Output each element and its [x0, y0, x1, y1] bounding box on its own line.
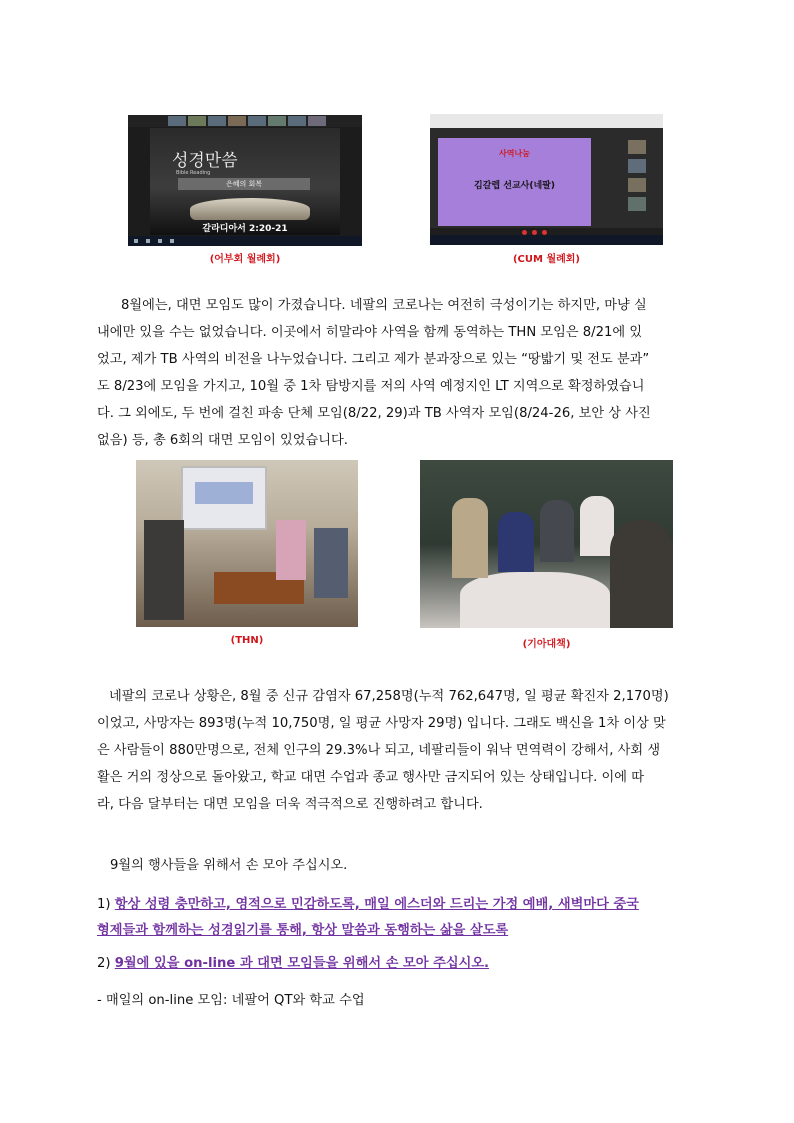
open-bible-image: [190, 198, 310, 220]
slide-heading: 사역나눔: [499, 149, 530, 158]
caption-cum: (CUM 월례회): [512, 254, 580, 265]
paragraph-line: 8월에는, 대면 모임도 많이 가졌습니다. 네팔의 코로나는 여전히 극성이기는 하지만, 마냥 실: [121, 298, 647, 313]
caption-prayer: (기아대책): [522, 639, 571, 650]
slide-speaker: 김갈렙 선교사(네팔): [474, 181, 555, 191]
participant-strip: [128, 115, 362, 127]
prayer-item-1-text-cont: 형제들과 함께하는 성경읽기를 통해, 항상 말씀과 동행하는 삶을 살도록: [97, 923, 509, 938]
caption-uboohoe: (어부회 월례회): [209, 254, 281, 265]
paragraph-line: 네팔의 코로나 상황은, 8월 중 신규 감염자 67,258명(누적 762,647명, 일 평균 확진자 2,170명): [109, 689, 669, 704]
cum-meeting-screenshot: [430, 114, 663, 245]
prayer-item-2-text: 9월에 있을 on-line 과 대면 모임들을 위해서 손 모아 주십시오.: [114, 956, 490, 971]
participant-video-2: [628, 159, 646, 173]
slide-subtitle: Bible Reading: [176, 170, 211, 176]
slide-verse: 갈라디아서 2:20-21: [202, 224, 288, 234]
prayer-item-1-number: 1): [97, 897, 111, 912]
table-top: [460, 572, 610, 628]
paragraph-line: 내에만 있을 수는 없었습니다. 이곳에서 히말라야 사역을 함께 동역하는 THN 모임은 8/21에 있: [97, 325, 643, 340]
browser-bar: [430, 114, 663, 128]
meeting-slide: [438, 138, 591, 226]
participant-video-4: [628, 197, 646, 211]
participant-video-1: [628, 140, 646, 154]
paragraph-line: 었고, 제가 TB 사역의 비전을 나누었습니다. 그리고 제가 분과장으로 있는 “땅밟기 및 전도 분과”: [97, 352, 650, 367]
prayer-item-1: [97, 892, 697, 944]
prayer-item-1-text: 항상 성령 충만하고, 영적으로 민감하도록, 매일 에스더와 드리는 가정 예배, 새벽마다 중국: [114, 897, 639, 912]
prayer-intro: 9월의 행사들을 위해서 손 모아 주십시오.: [110, 858, 348, 873]
participant-video-3: [628, 178, 646, 192]
projector-screen: [181, 466, 267, 530]
paragraph-august-meetings: [97, 292, 697, 454]
bible-slide: [150, 128, 340, 235]
bullet-online-meetings: - 매일의 on-line 모임: 네팔어 QT와 학교 수업: [97, 993, 365, 1008]
taskbar: [128, 236, 362, 246]
zoom-meeting-screenshot: [128, 115, 362, 246]
paragraph-line: 도 8/23에 모임을 가지고, 10월 중 1차 탐방지를 저의 사역 예정지인 LT 지역으로 확정하였습니: [97, 379, 645, 394]
group-selfie-photo: [420, 460, 673, 628]
paragraph-line: 이었고, 사망자는 893명(누적 10,750명, 일 평균 사망자 29명) 입니다. 그래도 백신을 1차 이상 맞: [97, 716, 666, 731]
paragraph-line: 은 사람들이 880만명으로, 전체 인구의 29.3%나 되고, 네팔리들이 워낙 면역력이 강해서, 사회 생: [97, 743, 661, 758]
prayer-item-2: [97, 954, 489, 974]
paragraph-line: 라, 다음 달부터는 대면 모임을 더욱 적극적으로 진행하려고 합니다.: [97, 797, 483, 812]
prayer-item-2-number: 2): [97, 956, 111, 971]
thn-meeting-photo: [136, 460, 358, 627]
paragraph-line: 없음) 등, 총 6회의 대면 모임이 있었습니다.: [97, 433, 348, 448]
taskbar: [430, 235, 663, 245]
caption-thn: (THN): [230, 635, 264, 646]
slide-title: 성경만씀: [172, 151, 238, 171]
paragraph-line: 다. 그 외에도, 두 번에 걸친 파송 단체 모임(8/22, 29)과 TB 사역자 모임(8/24-26, 보안 상 사진: [97, 406, 651, 421]
paragraph-line: 활은 거의 정상으로 돌아왔고, 학교 대면 수업과 종교 행사만 금지되어 있는 상태입니다. 이에 따: [97, 770, 644, 785]
slide-banner: 은혜의 회복: [178, 178, 310, 190]
paragraph-covid-status: [97, 683, 697, 818]
